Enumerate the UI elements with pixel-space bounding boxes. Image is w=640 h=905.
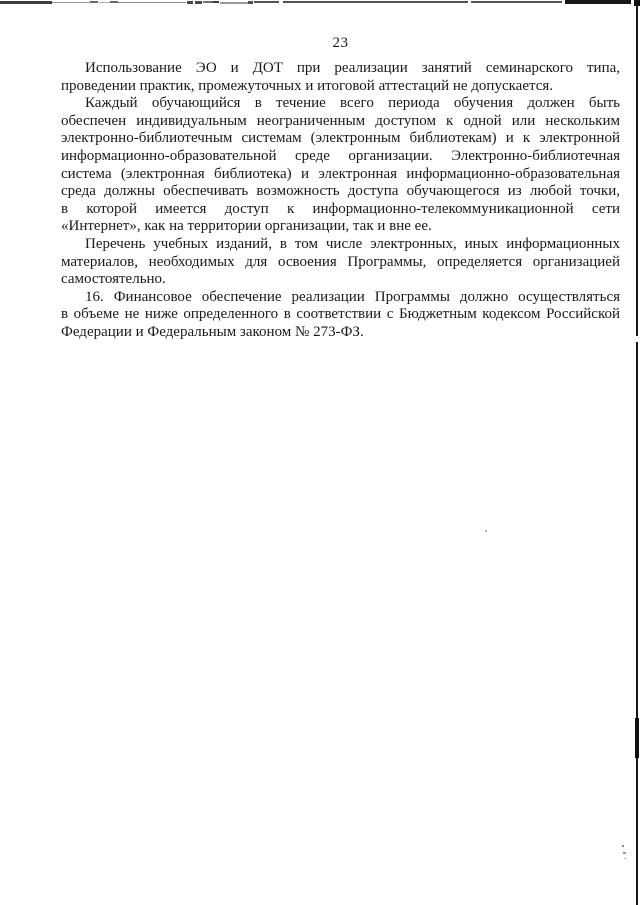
scan-noise-segment — [471, 1, 562, 3]
scan-noise-segment — [99, 2, 110, 3]
scan-speckle — [623, 852, 626, 854]
scan-noise-segment — [195, 1, 202, 4]
text-line: обеспечен индивидуальным неограниченным доступом к одной или нескольким — [61, 112, 620, 129]
page-number: 23 — [332, 35, 349, 51]
text-line: Перечень учебных изданий, в том числе электронных, иных информационных — [85, 235, 620, 252]
text-line: самостоятельно. — [61, 271, 166, 288]
scan-noise-segment — [213, 1, 219, 4]
text-line: система (электронная библиотека) и электронная информационно-образовательная — [61, 165, 620, 182]
text-line: электронно-библиотечным системам (электронным библиотекам) и к электронной — [61, 130, 620, 147]
text-line: материалов, необходимых для освоения Программы, определяется организацией — [61, 253, 620, 270]
text-line: Каждый обучающийся в течение всего периода обучения должен быть — [85, 95, 620, 112]
scan-speckle — [622, 845, 624, 847]
scan-speckle — [624, 858, 626, 859]
text-line: Федерации и Федеральным законом № 273-ФЗ. — [61, 323, 364, 340]
scan-noise-segment — [110, 1, 118, 3]
scan-noise-segment — [565, 0, 631, 4]
scan-noise-segment — [283, 1, 468, 3]
scan-noise-segment — [220, 2, 248, 4]
scan-noise-segment — [90, 1, 98, 3]
scan-noise-segment — [118, 2, 186, 4]
text-line: проведении практик, промежуточных и итоговой аттестаций не допускается. — [61, 77, 554, 94]
scan-noise-segment — [254, 1, 279, 3]
text-line: 16. Финансовое обеспечение реализации Программы должно осуществляться — [85, 288, 620, 305]
text-line: в объеме не ниже определенного в соответствии с Бюджетным кодексом Российской — [61, 306, 620, 323]
text-line: Использование ЭО и ДОТ при реализации занятий семинарского типа, — [85, 60, 620, 76]
text-line: среда должны обеспечивать возможность доступа обучающегося из любой точки, — [61, 183, 620, 200]
paragraph — [61, 95, 620, 236]
scan-speckle — [485, 530, 487, 532]
scan-noise-segment — [203, 1, 213, 3]
text-line: информационно-образовательной среде организации. Электронно-библиотечная — [61, 147, 620, 164]
paragraph — [61, 60, 620, 95]
scan-noise-segment — [187, 1, 193, 4]
scan-line-blob — [635, 718, 638, 758]
paragraph — [61, 289, 620, 342]
text-line: «Интернет», как на территории организации, так и вне ее. — [61, 218, 432, 235]
scan-noise-segment — [248, 1, 253, 4]
scan-noise-segment — [0, 1, 52, 4]
scan-line-gap — [634, 336, 640, 342]
text-line: в которой имеется доступ к информационно-телекоммуникационной сети — [61, 200, 620, 217]
scan-line-right-edge — [636, 0, 638, 905]
scan-noise-segment — [52, 2, 90, 4]
document-body — [61, 60, 620, 342]
paragraph — [61, 236, 620, 289]
